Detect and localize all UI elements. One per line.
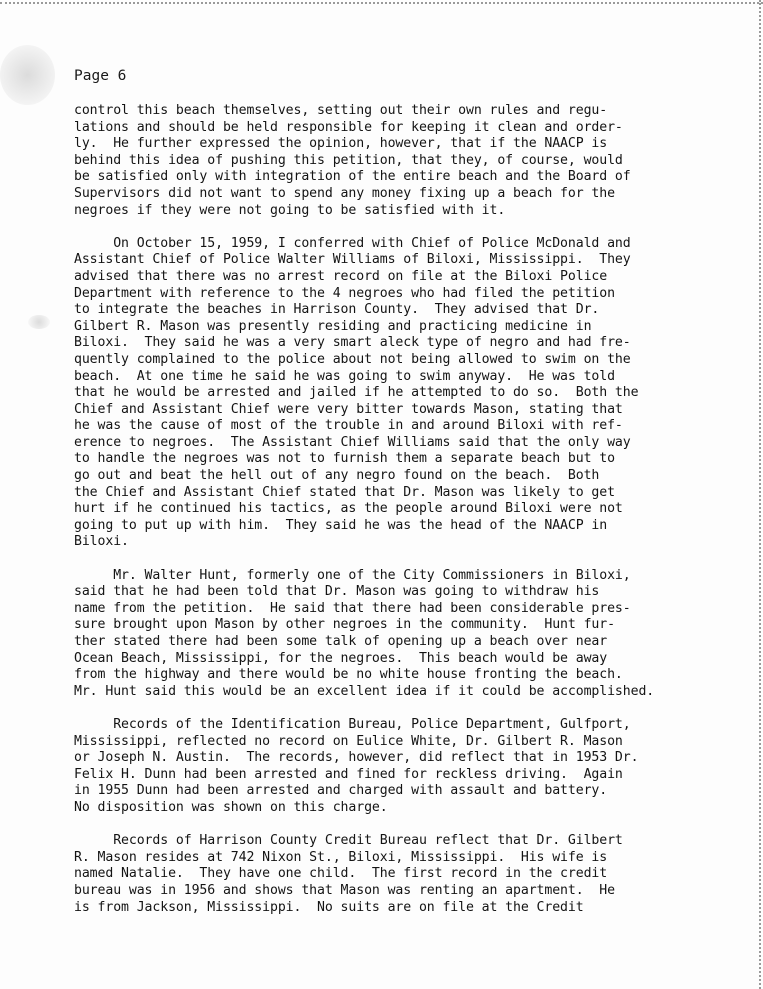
text-line: is from Jackson, Mississippi. No suits are on file at the Credit <box>74 899 584 915</box>
text-line: Department with reference to the 4 negroes who had filed the petition <box>74 285 615 301</box>
text-line: bureau was in 1956 and shows that Mason was renting an apartment. He <box>74 882 615 898</box>
page-top-edge <box>0 2 763 4</box>
text-line: from the highway and there would be no white house fronting the beach. <box>74 667 623 683</box>
text-line: Records of Harrison County Credit Bureau reflect that Dr. Gilbert <box>74 833 623 849</box>
text-line: Ocean Beach, Mississippi, for the negroes. This beach would be away <box>74 650 608 666</box>
text-line: behind this idea of pushing this petition, that they, of course, would <box>74 152 623 168</box>
text-line: go out and beat the hell out of any negro found on the beach. Both <box>74 468 600 484</box>
margin-smudge <box>28 315 50 329</box>
text-line: Assistant Chief of Police Walter Williams of Biloxi, Mississippi. They <box>74 252 631 268</box>
body-text <box>74 103 744 933</box>
text-line: the Chief and Assistant Chief stated that Dr. Mason was likely to get <box>74 484 615 500</box>
text-line: to handle the negroes was not to furnish them a separate beach but to <box>74 451 615 467</box>
text-line: beach. At one time he said he was going to swim anyway. He was told <box>74 368 615 384</box>
paragraph <box>74 833 744 916</box>
paragraph <box>74 103 744 219</box>
text-line: that he would be arrested and jailed if he attempted to do so. Both the <box>74 385 639 401</box>
text-line: name from the petition. He said that there had been considerable pres- <box>74 600 631 616</box>
text-line: Mississippi, reflected no record on Eulice White, Dr. Gilbert R. Mason <box>74 733 623 749</box>
text-line: in 1955 Dunn had been arrested and charged with assault and battery. <box>74 783 608 799</box>
text-line: erence to negroes. The Assistant Chief Williams said that the only way <box>74 434 631 450</box>
paragraph <box>74 717 744 817</box>
text-line: Mr. Walter Hunt, formerly one of the City Commissioners in Biloxi, <box>74 567 631 583</box>
text-line: he was the cause of most of the trouble in and around Biloxi with ref- <box>74 418 623 434</box>
text-line: said that he had been told that Dr. Mason was going to withdraw his <box>74 584 600 600</box>
text-line: On October 15, 1959, I conferred with Chief of Police McDonald and <box>74 235 631 251</box>
paragraph <box>74 568 744 701</box>
text-line: lations and should be held responsible for keeping it clean and order- <box>74 119 623 135</box>
text-line: Chief and Assistant Chief were very bitter towards Mason, stating that <box>74 401 623 417</box>
text-line: hurt if he continued his tactics, as the people around Biloxi were not <box>74 501 623 517</box>
text-line: Felix H. Dunn had been arrested and fined for reckless driving. Again <box>74 766 623 782</box>
margin-smudge <box>0 45 55 105</box>
text-line: Biloxi. <box>74 534 129 550</box>
text-line: quently complained to the police about not being allowed to swim on the <box>74 351 631 367</box>
text-line: ther stated there had been some talk of opening up a beach over near <box>74 634 608 649</box>
text-line: Biloxi. They said he was a very smart aleck type of negro and had fre- <box>74 335 631 351</box>
text-line: sure brought upon Mason by other negroes in the community. Hunt fur- <box>74 617 615 633</box>
text-line: Mr. Hunt said this would be an excellent idea if it could be accomplished. <box>74 683 655 699</box>
text-line: or Joseph N. Austin. The records, however, did reflect that in 1953 Dr. <box>74 750 639 766</box>
text-line: control this beach themselves, setting out their own rules and regu- <box>74 103 608 118</box>
text-line: No disposition was shown on this charge. <box>74 799 388 815</box>
text-line: Supervisors did not want to spend any money fixing up a beach for the <box>74 185 615 201</box>
text-line: Records of the Identification Bureau, Police Department, Gulfport, <box>74 716 631 732</box>
text-line: R. Mason resides at 742 Nixon St., Biloxi, Mississippi. His wife is <box>74 849 608 865</box>
text-line: advised that there was no arrest record on file at the Biloxi Police <box>74 268 608 284</box>
text-line: to integrate the beaches in Harrison County. They advised that Dr. <box>74 302 600 318</box>
text-line: ly. He further expressed the opinion, however, that if the NAACP is <box>74 136 608 152</box>
text-line: going to put up with him. They said he was the head of the NAACP in <box>74 517 608 533</box>
paragraph <box>74 236 744 551</box>
page-right-edge <box>759 0 761 989</box>
text-line: named Natalie. They have one child. The first record in the credit <box>74 866 608 882</box>
text-line: be satisfied only with integration of the entire beach and the Board of <box>74 169 631 185</box>
page-number: Page 6 <box>74 68 127 84</box>
text-line: Gilbert R. Mason was presently residing and practicing medicine in <box>74 318 592 334</box>
text-line: negroes if they were not going to be satisfied with it. <box>74 202 506 218</box>
